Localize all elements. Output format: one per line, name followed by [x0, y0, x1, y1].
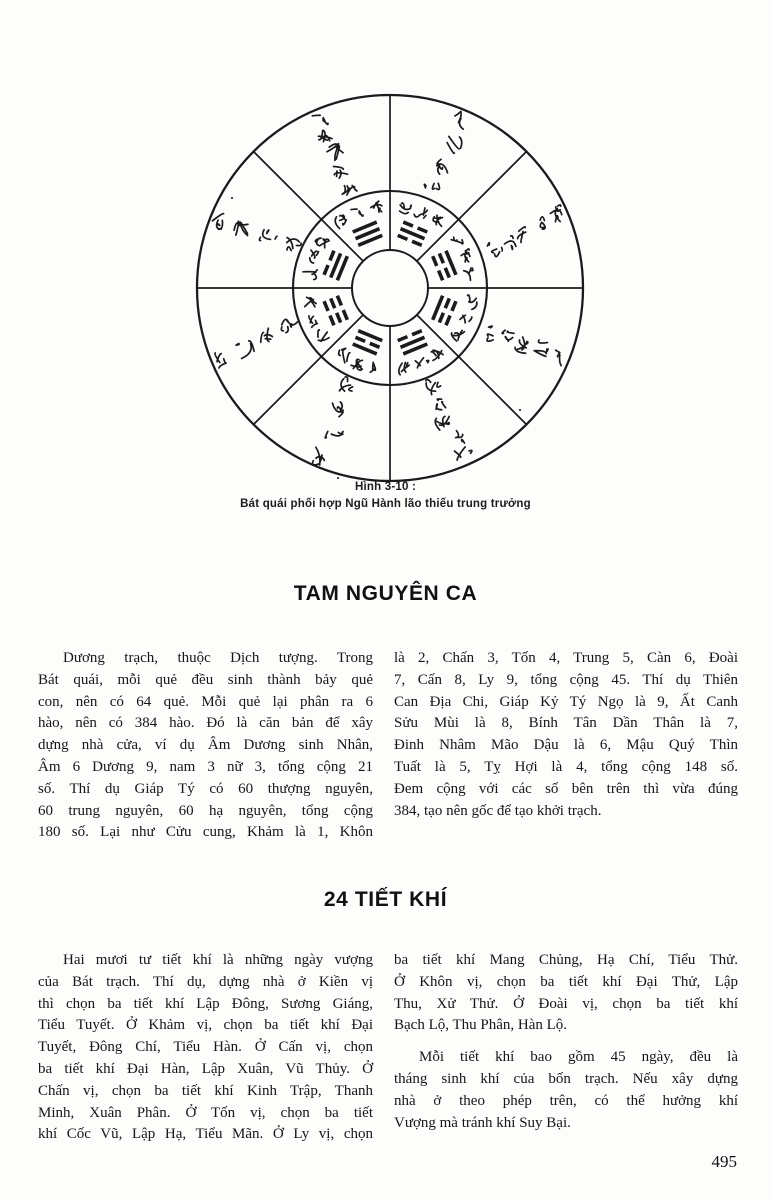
section1-column-right — [394, 648, 738, 822]
handwritten-character — [414, 205, 429, 220]
body-line: Mỗi tiết khí bao gồm 45 ngày, đều là — [419, 1049, 738, 1066]
wheel-sector-E — [427, 285, 573, 381]
handwritten-character — [460, 249, 473, 264]
body-line: Âm 6 Dương 9, nam 3 nữ 3, tổng cộng 21 — [38, 758, 373, 775]
body-line: Bạch Lộ, Thu Phân, Hàn Lộ. — [394, 1017, 568, 1034]
handwritten-character — [433, 398, 446, 412]
handwritten-character — [213, 351, 227, 368]
page-number: 495 — [711, 1152, 737, 1171]
handwritten-character — [450, 327, 465, 342]
wheel-divider-line — [254, 152, 364, 262]
body-line: 60 trung nguyên, 60 hạ nguyên, tổng cộng — [38, 802, 373, 819]
handwritten-character — [307, 249, 319, 264]
body-line: Minh, Xuân Phân. Ở Tốn vị, chọn ba tiết — [38, 1104, 373, 1121]
body-line: số. Thí dụ Giáp Tý có 60 thượng nguyên, — [38, 780, 373, 797]
handwritten-character — [350, 357, 365, 372]
handwritten-character — [396, 361, 411, 375]
handwritten-character — [464, 267, 477, 281]
body-line: hào, nên có 384 hào. Đó là căn bản để xây — [38, 715, 373, 732]
figure-caption-text: Bát quái phối hợp Ngũ Hành lão thiếu trung trưởng — [240, 498, 531, 510]
handwritten-character — [232, 220, 252, 239]
wheel-ring — [352, 250, 428, 326]
body-line: 7, Cấn 8, Ly 9, tổng cộng 45. Thí dụ Thiên — [394, 671, 738, 688]
section-heading-tam-nguyen-ca: TAM NGUYÊN CA — [293, 582, 478, 605]
handwritten-character — [534, 339, 551, 356]
trigram-line-broken — [417, 226, 428, 233]
scan-speckle — [231, 197, 233, 199]
body-line: Tiểu Tuyết. Ở Khảm vị, chọn ba tiết khí Đại — [38, 1017, 373, 1034]
body-line: của Bát trạch. Thí dụ, dựng nhà ở Kiền vị — [38, 973, 373, 990]
handwritten-character — [370, 201, 384, 215]
body-line: Sửu Mùi là 8, Bính Tân Dần Thân là 7, — [394, 715, 738, 732]
body-line: Tuất là 5, Tỵ Hợi là 4, tổng cộng 148 số. — [394, 758, 738, 775]
bagua-wheel-figure — [0, 58, 771, 490]
handwritten-character — [329, 399, 347, 417]
handwritten-character — [334, 214, 349, 229]
handwritten-character — [444, 133, 465, 155]
body-line: Ở Khôn vị, chọn ba tiết khí Đại Thử, Lập — [394, 973, 738, 990]
body-line: Hai mươi tư tiết khí là những ngày vượng — [63, 952, 373, 968]
handwritten-character — [451, 235, 464, 248]
section1-column-left — [38, 648, 373, 844]
handwritten-character — [257, 328, 274, 345]
body-line: Vượng mà tránh khí Suy Bại. — [394, 1114, 571, 1131]
scan-speckle — [337, 477, 339, 479]
handwritten-character — [331, 163, 348, 180]
section2-column-right — [394, 950, 738, 1134]
trigram-line-broken — [411, 329, 422, 336]
trigram-line-broken — [431, 256, 438, 267]
trigram-line-broken — [342, 309, 349, 320]
body-line: 384, tạo nên gốc để tạo khởi trạch. — [394, 802, 602, 819]
trigram-line-broken — [438, 312, 445, 323]
wheel-sector-S — [295, 325, 387, 472]
trigram-line-broken — [444, 298, 451, 309]
body-line: Tuyết, Đông Chí, Tiểu Hàn. Ở Cấn vị, chọn — [38, 1039, 373, 1056]
body-line: con, nên có 64 quẻ. Mỗi quẻ lại phân ra 6 — [38, 693, 373, 710]
handwritten-character — [451, 110, 469, 129]
handwritten-character — [315, 327, 330, 342]
wheel-sector-SW — [207, 286, 353, 382]
body-line: Đinh Nhâm Mão Dậu là 6, Mậu Quý Thìn — [394, 737, 738, 754]
trigram-line-broken — [355, 336, 366, 343]
trigram-line-broken — [403, 220, 414, 227]
wheel-sector-NW — [294, 104, 393, 251]
trigram-line-broken — [328, 250, 335, 261]
handwritten-character — [500, 329, 514, 342]
body-line: Dương trạch, thuộc Dịch tượng. Trong — [63, 650, 373, 666]
trigram-line-broken — [335, 312, 342, 323]
handwritten-character — [537, 216, 547, 229]
body-line: ba tiết khí Đại Hàn, Lập Xuân, Vũ Thủy. Ở — [38, 1060, 373, 1077]
handwritten-character — [434, 158, 452, 176]
handwritten-character — [302, 295, 317, 311]
wheel-sector-W — [206, 196, 352, 289]
handwritten-character — [236, 339, 256, 358]
trigram-line-broken — [322, 301, 329, 312]
body-line: là 2, Chấn 3, Tốn 4, Trung 5, Càn 6, Đoài — [394, 650, 738, 666]
body-line: Can Địa Chi, Giáp Kỷ Tý Ngọ là 9, Ất Canh — [394, 693, 738, 710]
handwritten-character — [453, 445, 473, 460]
trigram-line-broken — [328, 315, 335, 326]
trigram-line-broken — [397, 335, 408, 342]
trigram-line-broken — [336, 295, 343, 306]
handwritten-character — [259, 228, 278, 246]
body-line: nhà ở theo phép trên, có thể hưởng khí — [394, 1092, 738, 1109]
body-paragraph — [38, 648, 373, 844]
handwritten-character — [487, 240, 501, 258]
body-line: Thu, Xử Thử. Ở Đoài vị, chọn ba tiết khí — [394, 995, 738, 1012]
section-heading-24-tiet-khi: 24 TIẾT KHÍ — [323, 888, 448, 911]
handwritten-character — [514, 336, 531, 355]
body-line: 180 số. Lại như Cửu cung, Khảm là 1, Khôn — [38, 824, 373, 841]
handwritten-character — [398, 201, 412, 215]
wheel-sector-NE — [427, 195, 574, 291]
handwritten-character — [314, 235, 329, 248]
handwritten-character — [432, 214, 445, 226]
handwritten-character — [453, 429, 466, 445]
handwritten-character — [336, 346, 351, 363]
body-paragraph — [394, 1047, 738, 1134]
body-line: tháng sinh khí của bốn trạch. Nếu xây dựng — [394, 1070, 738, 1087]
handwritten-character — [325, 426, 344, 444]
handwritten-character — [423, 179, 441, 193]
body-line: Chấn vị, chọn ba tiết khí Kinh Trập, Thanh — [38, 1082, 373, 1099]
handwritten-character — [339, 182, 356, 197]
body-paragraph — [394, 648, 738, 822]
body-line: dựng nhà cửa, ví dụ Âm Dương sinh Nhân, — [38, 737, 373, 754]
wheel-sector-N — [388, 104, 485, 252]
wheel-divider-line — [254, 315, 364, 425]
trigram-line-broken — [397, 234, 408, 241]
handwritten-character — [484, 325, 498, 343]
trigram-line-broken — [411, 240, 422, 247]
handwritten-character — [316, 128, 332, 144]
trigram-line-broken — [444, 267, 451, 278]
body-paragraph — [38, 950, 373, 1146]
scan-speckle — [519, 409, 521, 411]
handwritten-character — [302, 265, 319, 280]
handwritten-character — [325, 142, 344, 162]
handwritten-character — [429, 347, 444, 361]
handwritten-character — [369, 362, 378, 373]
handwritten-character — [549, 205, 567, 224]
body-line: khí Cốc Vũ, Lập Hạ, Tiểu Mãn. Ở Ly vị, chọn — [38, 1126, 373, 1143]
handwritten-character — [351, 206, 363, 219]
trigram-line-broken — [369, 342, 380, 349]
trigram-line-broken — [322, 264, 329, 275]
trigram-line-broken — [438, 253, 445, 264]
figure-caption-number: Hình 3-10 : — [355, 481, 416, 493]
handwritten-character — [312, 111, 328, 128]
handwritten-character — [307, 314, 318, 327]
trigram-line-broken — [450, 301, 457, 312]
handwritten-character — [434, 414, 453, 431]
handwritten-character — [278, 316, 299, 334]
body-line: Đem cộng với các số bên trên thì vừa đúng — [394, 780, 738, 797]
handwritten-character — [460, 313, 472, 324]
wheel-divider-line — [417, 315, 527, 425]
trigram-line-broken — [437, 270, 444, 281]
trigram-line-broken — [444, 315, 451, 326]
handwritten-character — [498, 235, 517, 253]
wheel-divider-line — [417, 152, 527, 262]
body-line: thì chọn ba tiết khí Lập Đông, Sương Giáng, — [38, 995, 373, 1012]
body-paragraph — [394, 950, 738, 1037]
section2-column-left — [38, 950, 373, 1146]
handwritten-character — [415, 356, 430, 368]
trigram-line-broken — [329, 298, 336, 309]
handwritten-character — [463, 295, 479, 311]
body-line: ba tiết khí Mang Chủng, Hạ Chí, Tiểu Thử. — [394, 952, 738, 968]
body-line: Bát quái, mỗi quẻ đều sinh thành bảy quẻ — [38, 671, 373, 688]
handwritten-character — [551, 350, 566, 366]
handwritten-character — [514, 227, 529, 243]
